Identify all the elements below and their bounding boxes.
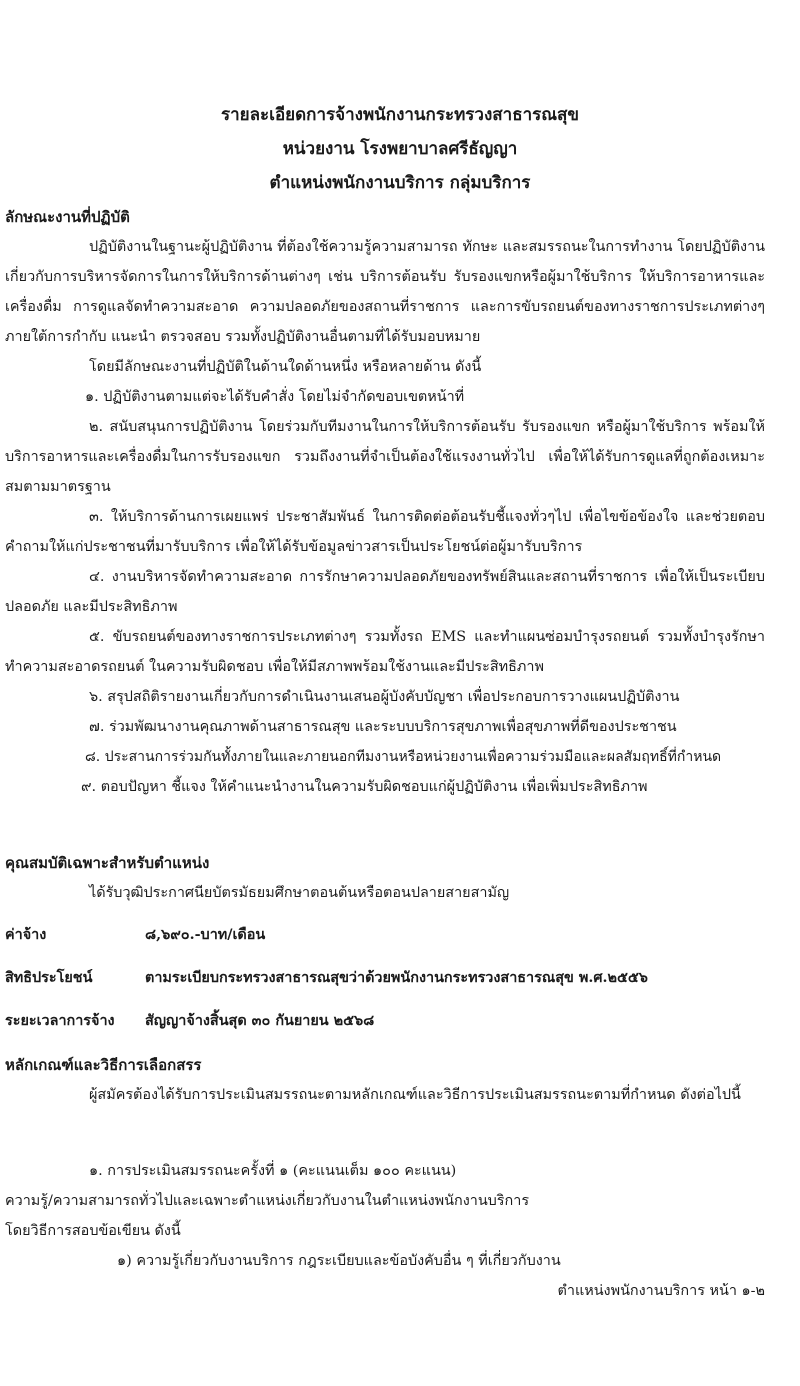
qualification-section [5,848,765,908]
qualification-text: ได้รับวุฒิประกาศนียบัตรมัธยมศึกษาตอนต้นหรือตอนปลายสายสามัญ [89,885,510,901]
round1-sub-1-cont: ตำแหน่งพนักงานบริการ หน้า ๑-๒ [557,1283,765,1299]
title-line-2: หน่วยงาน โรงพยาบาลศรีธัญญา [282,139,518,159]
round1-desc-2: โดยวิธีการสอบข้อเขียน ดังนี้ [5,1223,181,1239]
duty-item: ๔. งานบริหารจัดทำความสะอาด การรักษาความปลอดภัยของทรัพย์สินและสถานที่ราชการ เพื่อให้เป็นระเบียบปลอดภัย และมีประสิทธิภาพ [5,569,765,615]
wage-value: ๘,๖๙๐.-บาท/เดือน [145,926,266,943]
benefits-value: ตามระเบียบกระทรวงสาธารณสุขว่าด้วยพนักงานกระทรวงสาธารณสุข พ.ศ.๒๕๕๖ [145,969,648,986]
round1-desc-1: ความรู้/ความสามารถทั่วไปและเฉพาะตำแหน่งเกี่ยวกับงานในตำแหน่งพนักงานบริการ [5,1193,530,1209]
title-line-3: ตำแหน่งพนักงานบริการ กลุ่มบริการ [269,173,531,193]
duty-item: ๑. ปฏิบัติงานตามแต่จะได้รับคำสั่ง โดยไม่จำกัดขอบเขตหน้าที่ [85,389,465,405]
wage-row [5,920,765,950]
wage-label: ค่าจ้าง [5,926,47,943]
document-title [0,98,800,200]
duty-item: ๒. สนับสนุนการปฏิบัติงาน โดยร่วมกับทีมงานในการให้บริการต้อนรับ รับรองแขก หรือผู้มาใช้บริการ พร้อมให้บริการอาหารและเครื่องดื่มในการรับรองแขก รวมถึงงานที่จำเป็นต้องใช้แรงงานทั่วไป เพื่อให้ได้รับการดูแลที่ถูกต้องเหมาะสมตามมาตรฐาน [5,419,765,495]
period-label: ระยะเวลาการจ้าง [5,1012,115,1029]
period-row [5,1006,765,1036]
duties-heading: ลักษณะงานที่ปฏิบัติ [5,208,130,226]
duty-item: ๘. ประสานการร่วมกันทั้งภายในและภายนอกทีมงานหรือหน่วยงานเพื่อความร่วมมือและผลสัมฤทธิ์ที่กำหนด [85,749,722,765]
round1-title: ๑. การประเมินสมรรถนะครั้งที่ ๑ (คะแนนเต็ม ๑๐๐ คะแนน) [89,1163,457,1179]
selection-heading: หลักเกณฑ์และวิธีการเลือกสรร [5,1056,202,1074]
benefits-row [5,963,765,993]
selection-intro: ผู้สมัครต้องได้รับการประเมินสมรรถนะตามหลักเกณฑ์และวิธีการประเมินสมรรถนะตามที่กำหนด ดังต่อไปนี้ [89,1087,741,1103]
round1-sub-1: ๑) ความรู้เกี่ยวกับงานบริการ กฎระเบียบและข้อบังคับอื่น ๆ ที่เกี่ยวกับงาน [117,1253,561,1269]
selection-round1 [5,1156,765,1306]
duty-item: ๓. ให้บริการด้านการเผยแพร่ ประชาสัมพันธ์ ในการติดต่อต้อนรับชี้แจงทั่วๆไป เพื่อไขข้อข้องใจ และช่วยตอบคำถามให้แก่ประชาชนที่มารับบริการ เพื่อให้ได้รับข้อมูลข่าวสารเป็นประโยชน์ต่อผู้มารับบริการ [5,509,765,555]
duty-item: ๖. สรุปสถิติรายงานเกี่ยวกับการดำเนินงานเสนอผู้บังคับบัญชา เพื่อประกอบการวางแผนปฏิบัติงาน [89,689,680,705]
duties-section [5,202,765,802]
duty-item: ๙. ตอบปัญหา ชี้แจง ให้คำแนะนำงานในความรับผิดชอบแก่ผู้ปฏิบัติงาน เพื่อเพิ่มประสิทธิภาพ [81,779,648,795]
title-line-1: รายละเอียดการจ้างพนักงานกระทรวงสาธารณสุข [220,105,580,125]
selection-section [5,1050,765,1110]
qualification-heading: คุณสมบัติเฉพาะสำหรับตำแหน่ง [5,854,210,872]
period-value: สัญญาจ้างสิ้นสุด ๓๐ กันยายน ๒๕๖๘ [145,1012,375,1029]
duties-lead: โดยมีลักษณะงานที่ปฏิบัติในด้านใดด้านหนึ่ง หรือหลายด้าน ดังนี้ [89,359,482,375]
duty-item: ๕. ขับรถยนต์ของทางราชการประเภทต่างๆ รวมทั้งรถ EMS และทำแผนซ่อมบำรุงรถยนต์ รวมทั้งบำรุงรักษาทำความสะอาดรถยนต์ ในความรับผิดชอบ เพื่อให้มีสภาพพร้อมใช้งานและมีประสิทธิภาพ [5,629,765,675]
benefits-label: สิทธิประโยชน์ [5,969,93,986]
duties-intro: ปฏิบัติงานในฐานะผู้ปฏิบัติงาน ที่ต้องใช้ความรู้ความสามารถ ทักษะ และสมรรถนะในการทำงาน โดยปฏิบัติงานเกี่ยวกับการบริหารจัดการในการให้บริการด้านต่างๆ เช่น บริการต้อนรับ รับรองแขกหรือผู้มาใช้บริการ ให้บริการอาหารและเครื่องดื่ม การดูแลจัดทำความสะอาด ความปลอดภัยของสถานที่ราชการ และการขับรถยนต์ของทางราชการประเภทต่างๆ ภายใต้การกำกับ แนะนำ ตรวจสอบ รวมทั้งปฏิบัติงานอื่นตามที่ได้รับมอบหมาย [5,239,765,345]
duty-item: ๗. ร่วมพัฒนางานคุณภาพด้านสาธารณสุข และระบบบริการสุขภาพเพื่อสุขภาพที่ดีของประชาชน [89,719,677,735]
